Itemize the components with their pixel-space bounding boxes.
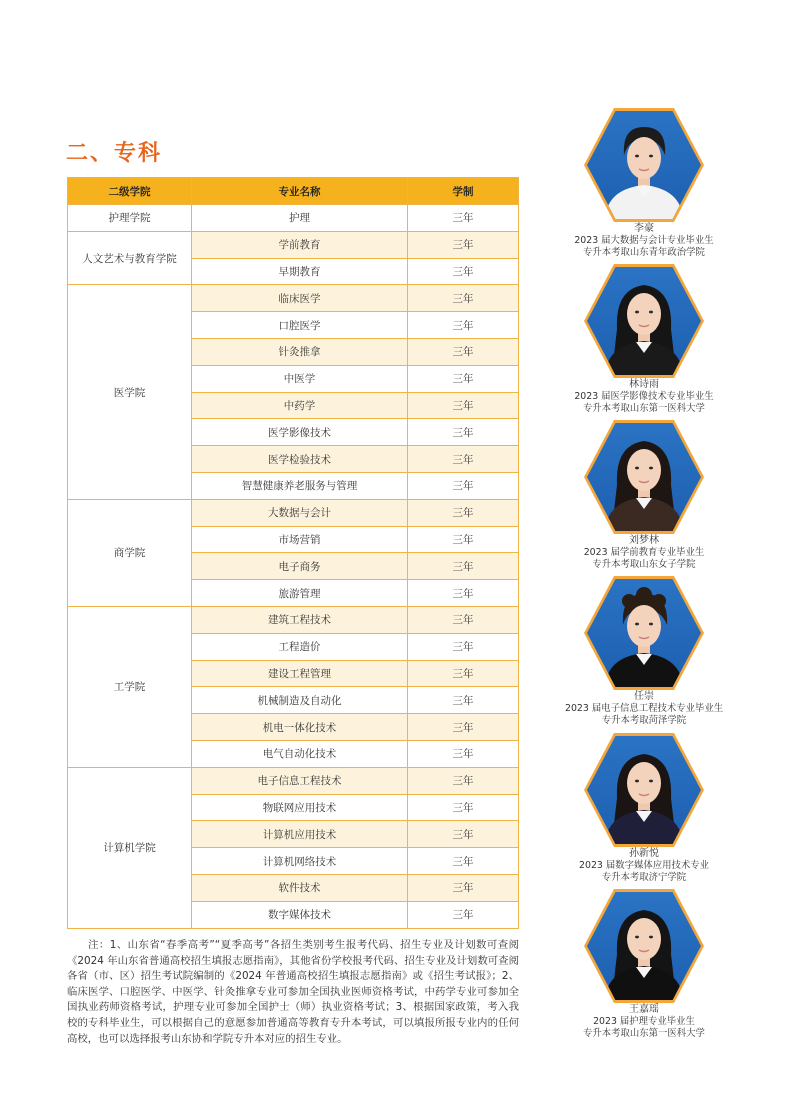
- college-cell: 人文艺术与教育学院: [68, 231, 192, 285]
- graduate-name: 王嘉瑶: [629, 1004, 659, 1015]
- major-cell: 市场营销: [192, 526, 408, 553]
- graduate-photo: [587, 267, 701, 375]
- graduate-photo: [587, 579, 701, 687]
- major-cell: 中医学: [192, 365, 408, 392]
- duration-cell: 三年: [408, 821, 519, 848]
- portrait-frame: [584, 889, 704, 1003]
- college-cell: 计算机学院: [68, 767, 192, 928]
- major-cell: 电气自动化技术: [192, 740, 408, 767]
- major-cell: 口腔医学: [192, 312, 408, 339]
- graduate-card: [565, 889, 723, 1040]
- graduate-photo: [587, 111, 701, 219]
- duration-cell: 三年: [408, 740, 519, 767]
- duration-cell: 三年: [408, 606, 519, 633]
- table-row: [68, 205, 519, 232]
- graduate-photo: [587, 736, 701, 844]
- table-row: [68, 499, 519, 526]
- graduate-major: 2023 届数字媒体应用技术专业: [579, 860, 709, 871]
- duration-cell: 三年: [408, 580, 519, 607]
- duration-cell: 三年: [408, 338, 519, 365]
- header-college: 二级学院: [68, 178, 192, 205]
- graduate-photo: [587, 423, 701, 531]
- duration-cell: 三年: [408, 499, 519, 526]
- graduate-destination: 专升本考取山东青年政治学院: [583, 247, 705, 258]
- header-duration: 学制: [408, 178, 519, 205]
- graduate-name: 林诗雨: [629, 379, 659, 390]
- graduate-destination: 专升本考取山东第一医科大学: [583, 1028, 705, 1039]
- table-row: [68, 231, 519, 258]
- graduate-name: 刘梦林: [629, 535, 659, 546]
- portrait-frame: [584, 264, 704, 378]
- table-header-row: [68, 178, 519, 205]
- duration-cell: 三年: [408, 848, 519, 875]
- major-cell: 护理: [192, 205, 408, 232]
- graduate-name: 孙新悦: [629, 848, 659, 859]
- duration-cell: 三年: [408, 660, 519, 687]
- graduate-destination: 专升本考取山东女子学院: [592, 559, 696, 570]
- major-cell: 机电一体化技术: [192, 714, 408, 741]
- graduate-card: [565, 576, 723, 727]
- duration-cell: 三年: [408, 633, 519, 660]
- duration-cell: 三年: [408, 365, 519, 392]
- major-cell: 中药学: [192, 392, 408, 419]
- section-title: 二、专科: [66, 141, 163, 166]
- graduate-name: 李豪: [634, 223, 654, 234]
- major-cell: 计算机应用技术: [192, 821, 408, 848]
- graduate-major: 2023 届大数据与会计专业毕业生: [574, 235, 714, 246]
- graduate-card: [565, 108, 723, 259]
- college-cell: 护理学院: [68, 205, 192, 232]
- major-cell: 大数据与会计: [192, 499, 408, 526]
- duration-cell: 三年: [408, 419, 519, 446]
- graduate-photo: [587, 892, 701, 1000]
- portrait-frame: [584, 576, 704, 690]
- table-row: [68, 285, 519, 312]
- graduate-destination: 专升本考取山东第一医科大学: [583, 403, 705, 414]
- major-cell: 学前教育: [192, 231, 408, 258]
- college-cell: 工学院: [68, 606, 192, 767]
- major-cell: 电子商务: [192, 553, 408, 580]
- major-cell: 临床医学: [192, 285, 408, 312]
- graduate-destination: 专升本考取济宁学院: [601, 872, 687, 883]
- duration-cell: 三年: [408, 258, 519, 285]
- major-cell: 智慧健康养老服务与管理: [192, 472, 408, 499]
- duration-cell: 三年: [408, 526, 519, 553]
- duration-cell: 三年: [408, 285, 519, 312]
- major-cell: 物联网应用技术: [192, 794, 408, 821]
- duration-cell: 三年: [408, 874, 519, 901]
- graduate-name: 任崇: [634, 691, 654, 702]
- major-cell: 建设工程管理: [192, 660, 408, 687]
- duration-cell: 三年: [408, 714, 519, 741]
- major-cell: 电子信息工程技术: [192, 767, 408, 794]
- college-cell: 商学院: [68, 499, 192, 606]
- duration-cell: 三年: [408, 231, 519, 258]
- major-cell: 医学检验技术: [192, 446, 408, 473]
- graduate-card: [565, 264, 723, 415]
- duration-cell: 三年: [408, 392, 519, 419]
- graduate-card: [565, 420, 723, 571]
- major-cell: 医学影像技术: [192, 419, 408, 446]
- duration-cell: 三年: [408, 687, 519, 714]
- graduate-major: 2023 届医学影像技术专业毕业生: [574, 391, 714, 402]
- college-cell: 医学院: [68, 285, 192, 499]
- major-cell: 数字媒体技术: [192, 901, 408, 928]
- major-cell: 工程造价: [192, 633, 408, 660]
- table-row: [68, 767, 519, 794]
- portrait-frame: [584, 420, 704, 534]
- graduate-destination: 专升本考取菏泽学院: [601, 715, 687, 726]
- major-cell: 计算机网络技术: [192, 848, 408, 875]
- table-row: [68, 606, 519, 633]
- duration-cell: 三年: [408, 553, 519, 580]
- majors-table: [67, 177, 519, 929]
- major-cell: 建筑工程技术: [192, 606, 408, 633]
- graduate-card: [565, 733, 723, 884]
- duration-cell: 三年: [408, 472, 519, 499]
- duration-cell: 三年: [408, 901, 519, 928]
- duration-cell: 三年: [408, 446, 519, 473]
- major-cell: 旅游管理: [192, 580, 408, 607]
- major-cell: 针灸推拿: [192, 338, 408, 365]
- duration-cell: 三年: [408, 794, 519, 821]
- major-cell: 软件技术: [192, 874, 408, 901]
- graduate-major: 2023 届电子信息工程技术专业毕业生: [565, 703, 724, 714]
- major-cell: 早期教育: [192, 258, 408, 285]
- portrait-frame: [584, 108, 704, 222]
- portrait-frame: [584, 733, 704, 847]
- duration-cell: 三年: [408, 205, 519, 232]
- duration-cell: 三年: [408, 312, 519, 339]
- duration-cell: 三年: [408, 767, 519, 794]
- graduate-major: 2023 届护理专业毕业生: [593, 1016, 695, 1027]
- graduate-major: 2023 届学前教育专业毕业生: [583, 547, 705, 558]
- header-major: 专业名称: [192, 178, 408, 205]
- footnote: 注：1、山东省“春季高考”“夏季高考”各招生类别考生报考代码、招生专业及计划数可查阅《2024 年山东省普通高校招生填报志愿指南》，其他省份学校报考代码、招生专业及计划数可查阅各省（市、区）招生考试院编制的《2024 年普通高校招生填报志愿指南》或《招生考试报》；2、临床医学、口腔医学、中医学、针灸推拿专业可参加全国执业医师资格考试，中药学专业可参加全国执业药师资格考试，护理专业可参加全国护士（师）执业资格考试；3、根据国家政策，考入我校的专科毕业生，可以根据自己的意愿参加普通高等教育专升本考试，可以填报所报专业内的任何高校，也可以选择报考山东协和学院专升本对应的招生专业。: [67, 939, 519, 1045]
- major-cell: 机械制造及自动化: [192, 687, 408, 714]
